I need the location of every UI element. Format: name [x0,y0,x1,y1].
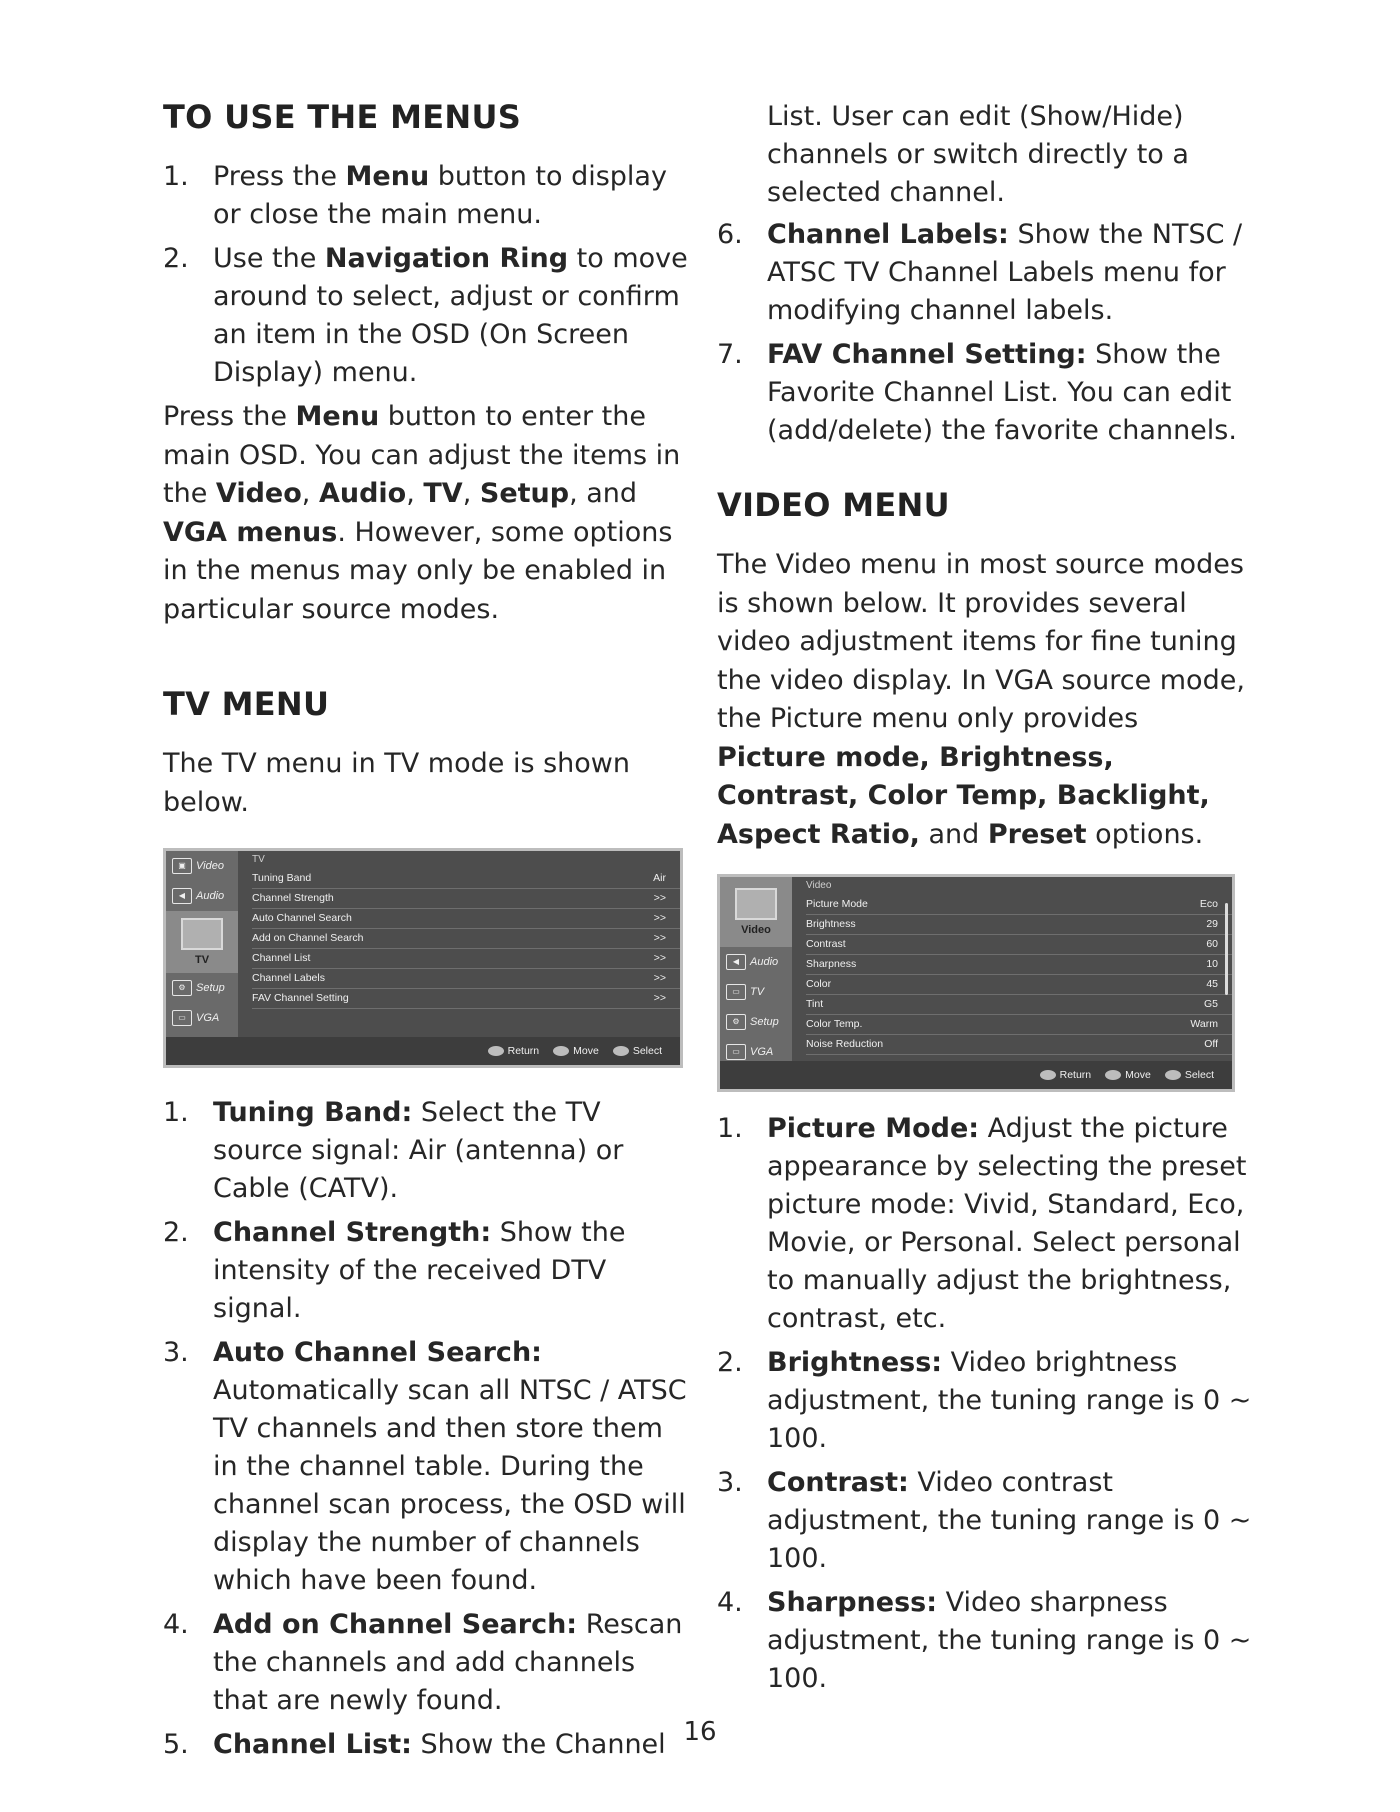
tv-menu-items-continued [717,216,1252,450]
osd-side-audio: ◀ Audio [720,947,792,977]
osd-sidebar [166,851,238,1037]
video-menu-heading: VIDEO MENU [717,486,950,524]
return-button-icon [488,1046,504,1056]
osd-hint-move: Move [1105,1069,1151,1081]
list-item: 5. Channel List: Show the Channel [163,1729,666,1760]
osd-row: Tint G5 [806,995,1232,1015]
osd-side-vga: ▭ VGA [720,1037,792,1067]
osd-hint-move: Move [553,1045,599,1057]
osd-row: Color 45 [806,975,1232,995]
osd-row: Channel Strength >> [252,889,680,909]
osd-row: FAV Channel Setting >> [252,989,680,1009]
osd-hint-select: Select [1165,1069,1214,1081]
page-number: 16 [683,1717,717,1747]
osd-row: Tuning Band Air [252,869,680,889]
list-item: 1. Press the Menu button to display or close the main menu. [163,161,667,230]
osd-menu-title: Video [806,880,832,891]
tv-menu-items [163,1094,693,1764]
osd-sidebar [720,877,792,1061]
osd-row: Auto Channel Search >> [252,909,680,929]
osd-hint-bar [720,1061,1232,1089]
use-menus-heading: TO USE THE MENUS [163,98,522,136]
use-menus-paragraph: Press the Menu button to enter the main OSD. You can adjust the items in the Video, Audio, TV, Setup, and VGA menus. However, some options in the menus may only be enabled in particular source modes. [163,401,681,625]
osd-row: Channel Labels >> [252,969,680,989]
list-item: 3. Contrast: Video contrast adjustment, the tuning range is 0 ~ 100. [717,1467,1252,1574]
list-item: 1. Tuning Band: Select the TV source signal: Air (antenna) or Cable (CATV). [163,1097,624,1204]
osd-row: Contrast 60 [806,935,1232,955]
osd-scrollbar [1225,903,1228,995]
right-column [717,98,1252,1704]
return-button-icon [1040,1070,1056,1080]
list-item: 6. Channel Labels: Show the NTSC / ATSC TV Channel Labels menu for modifying channel labels. [717,219,1243,326]
osd-row: Sharpness 10 [806,955,1232,975]
osd-hint-return: Return [488,1045,540,1057]
osd-side-tv: ▭ TV [720,977,792,1007]
select-button-icon [613,1046,629,1056]
vga-icon: ▭ [172,1010,192,1026]
tv-menu-heading: TV MENU [163,685,330,723]
video-menu-items [717,1110,1252,1698]
tv-icon: ▭ [726,984,746,1000]
osd-menu [806,877,1232,1055]
speaker-icon: ◀ [172,888,192,904]
speaker-icon: ◀ [726,954,746,970]
osd-side-vga: ▭ VGA [166,1003,238,1033]
osd-row: Channel List >> [252,949,680,969]
vga-icon: ▭ [726,1044,746,1060]
video-menu-intro: The Video menu in most source modes is shown below. It provides several video adjustment items for fine tuning the video display. In VGA source mode, the Picture menu only provides Picture mode, Brightness, Contrast, Color Temp, Backlight, Aspect Ratio, and Preset options. [717,549,1245,850]
list-item: 2. Channel Strength: Show the intensity of the received DTV signal. [163,1217,626,1324]
continued-text: List. User can edit (Show/Hide) channels or switch directly to a selected channel. [767,101,1189,208]
move-button-icon [1105,1070,1121,1080]
setup-icon: ⚙ [172,980,192,996]
osd-row: Color Temp. Warm [806,1015,1232,1035]
osd-side-video: ▣ Video [166,851,238,881]
list-item: 2. Use the Navigation Ring to move around to select, adjust or confirm an item in the OSD (On Screen Display) menu. [163,243,688,388]
move-button-icon [553,1046,569,1056]
list-item: 2. Brightness: Video brightness adjustment, the tuning range is 0 ~ 100. [717,1347,1252,1454]
use-menus-steps [163,158,693,392]
video-icon: ▣ [172,858,192,874]
tv-menu-screenshot [163,848,683,1068]
osd-row: Picture Mode Eco [806,895,1232,915]
tv-icon [181,918,223,950]
list-item: 1. Picture Mode: Adjust the picture appearance by selecting the preset picture mode: Vivid, Standard, Eco, Movie, or Personal. Select personal to manually adjust the brightness, contrast, etc. [717,1113,1247,1334]
video-menu-screenshot [717,874,1235,1092]
osd-hint-select: Select [613,1045,662,1057]
osd-menu [252,851,680,1009]
list-item: 4. Add on Channel Search: Rescan the channels and add channels that are newly found. [163,1609,683,1716]
osd-menu-title: TV [252,854,265,865]
select-button-icon [1165,1070,1181,1080]
osd-side-tv-selected: TV [166,911,238,973]
setup-icon: ⚙ [726,1014,746,1030]
video-icon [735,888,777,920]
left-column [163,98,693,1770]
osd-side-video-selected: Video [720,877,792,947]
list-item: 4. Sharpness: Video sharpness adjustment, the tuning range is 0 ~ 100. [717,1587,1252,1694]
osd-side-audio: ◀ Audio [166,881,238,911]
osd-hint-bar [166,1037,680,1065]
tv-menu-intro: The TV menu in TV mode is shown below. [163,748,631,818]
osd-row: Noise Reduction Off [806,1035,1232,1055]
osd-hint-return: Return [1040,1069,1092,1081]
osd-side-setup: ⚙ Setup [166,973,238,1003]
osd-row: Brightness 29 [806,915,1232,935]
osd-side-setup: ⚙ Setup [720,1007,792,1037]
osd-row: Add on Channel Search >> [252,929,680,949]
list-item: 7. FAV Channel Setting: Show the Favorite Channel List. You can edit (add/delete) the favorite channels. [717,339,1237,446]
list-item: 3. Auto Channel Search: Automatically scan all NTSC / ATSC TV channels and then store them in the channel table. During the channel scan process, the OSD will display the number of channels which have been found. [163,1337,687,1596]
